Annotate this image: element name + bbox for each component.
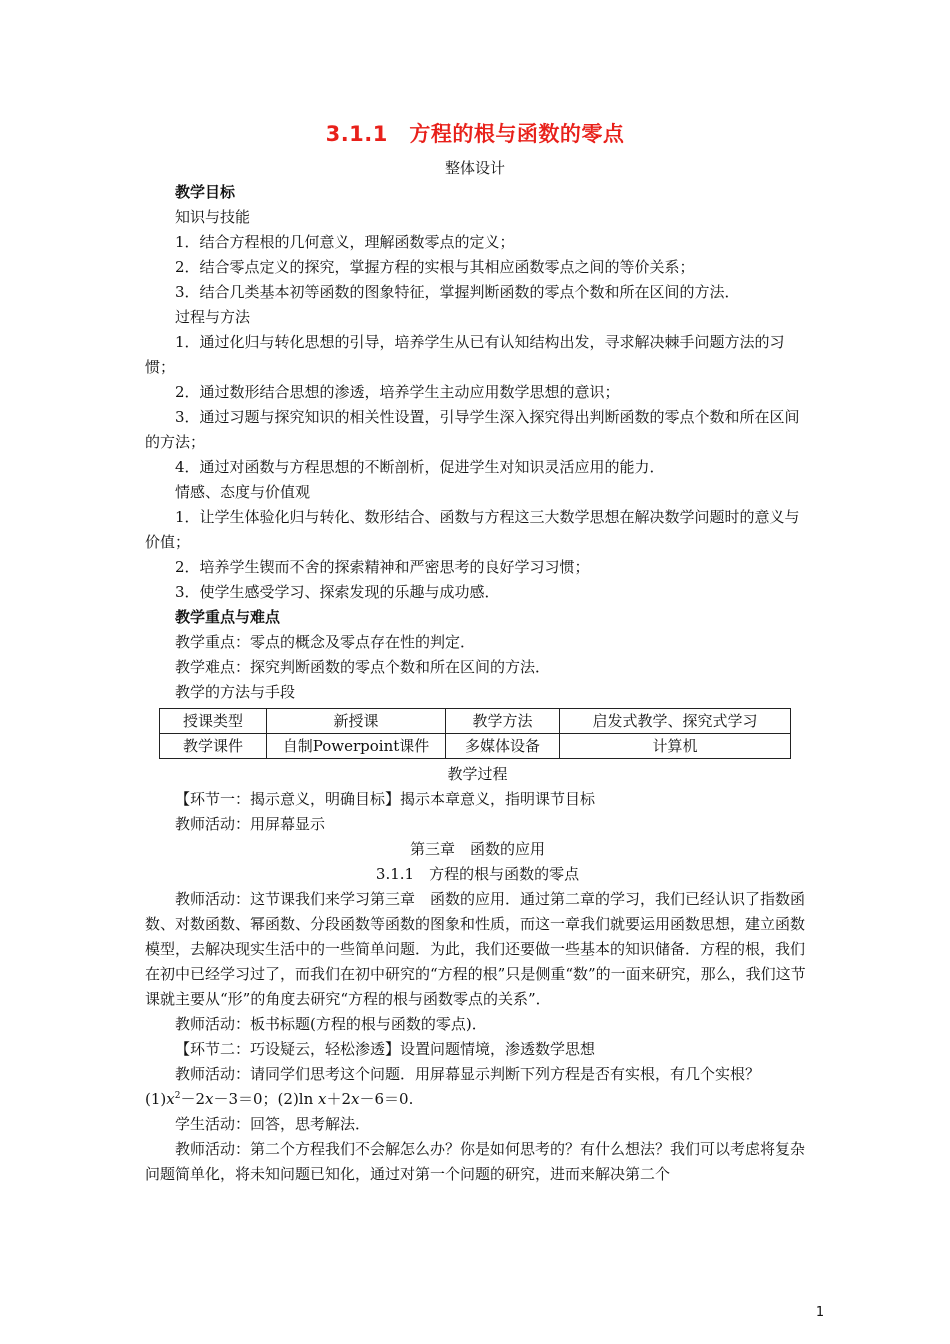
equation-text: (1) xyxy=(145,1090,167,1108)
knowledge-item: 2．结合零点定义的探究，掌握方程的实根与其相应函数零点之间的等价关系； xyxy=(175,258,695,276)
page-number: 1 xyxy=(815,1305,825,1320)
knowledge-heading: 知识与技能 xyxy=(175,208,251,226)
knowledge-item: 1．结合方程根的几何意义，理解函数零点的定义； xyxy=(175,233,515,251)
table-cell: 自制Powerpoint课件 xyxy=(267,734,446,759)
student-activity: 学生活动：回答，思考解法． xyxy=(175,1115,371,1133)
table-cell: 启发式教学、探究式学习 xyxy=(560,709,791,734)
attitude-item: 1．让学生体验化归与转化、数形结合、函数与方程这三大数学思想在解决数学问题时的意义与价值； xyxy=(145,508,800,551)
methods-table xyxy=(159,708,791,759)
equation-text: －3＝0；(2)ln xyxy=(213,1090,319,1108)
process-section-heading: 教学过程 xyxy=(447,765,508,783)
process-heading: 过程与方法 xyxy=(175,308,251,326)
equation-text: －6＝0. xyxy=(359,1090,414,1108)
table-row xyxy=(160,734,791,759)
teacher-activity: 教师活动：这节课我们来学习第三章 函数的应用．通过第二章的学习，我们已经认识了指数函数、对数函数、幂函数、分段函数等函数的图象和性质，而这一章我们就要运用函数思想，建立函数模型，去解决现实生活中的一些简单问题．为此，我们还要做一些基本的知识储备．方程的根，我们在初中已经学习过了，而我们在初中研究的“方程的根”只是侧重“数”的一面来研究，那么，我们这节课就主要从“形”的角度去研究“方程的根与函数零点的关系”． xyxy=(145,890,806,1008)
table-cell: 新授课 xyxy=(267,709,446,734)
objectives-heading: 教学目标 xyxy=(175,183,236,201)
table-cell: 多媒体设备 xyxy=(446,734,560,759)
process-item: 4．通过对函数与方程思想的不断剖析，促进学生对知识灵活应用的能力． xyxy=(175,458,665,476)
equation-var: x xyxy=(205,1090,214,1108)
equation-text: －2 xyxy=(180,1090,205,1108)
knowledge-item: 3．结合几类基本初等函数的图象特征，掌握判断函数的零点个数和所在区间的方法． xyxy=(175,283,740,301)
attitude-item: 2．培养学生锲而不舍的探索精神和严密思考的良好学习习惯； xyxy=(175,558,590,576)
keypoints-heading: 教学重点与难点 xyxy=(175,608,281,626)
equation-var: x xyxy=(351,1090,360,1108)
process-item: 3．通过习题与探究知识的相关性设置，引导学生深入探究得出判断函数的零点个数和所在区间的方法； xyxy=(145,408,800,451)
page-subtitle: 整体设计 xyxy=(444,159,505,177)
page-title: 3.1.1 方程的根与函数的零点 xyxy=(325,122,625,146)
attitude-item: 3．使学生感受学习、探索发现的乐趣与成功感． xyxy=(175,583,500,601)
table-cell: 授课类型 xyxy=(160,709,267,734)
methods-heading: 教学的方法与手段 xyxy=(175,683,296,701)
table-cell: 教学方法 xyxy=(446,709,560,734)
teacher-activity: 教师活动：第二个方程我们不会解怎么办？你是如何思考的？有什么想法？我们可以考虑将复杂问题简单化，将未知问题已知化，通过对第一个问题的研究，进而来解决第二个 xyxy=(145,1140,806,1183)
teacher-activity: 教师活动：请同学们思考这个问题．用屏幕显示判断下列方程是否有实根，有几个实根？ xyxy=(175,1065,761,1083)
keypoint-text: 教学重点：零点的概念及零点存在性的判定． xyxy=(175,633,476,651)
equation-text: ＋2 xyxy=(326,1090,352,1108)
step-two: 【环节二：巧设疑云，轻松渗透】设置问题情境，渗透数学思想 xyxy=(175,1040,596,1058)
equation-exponent: 2 xyxy=(174,1091,181,1101)
table-cell: 计算机 xyxy=(560,734,791,759)
document-body xyxy=(145,180,810,1187)
screen-chapter-line: 第三章 函数的应用 xyxy=(409,840,545,858)
table-row xyxy=(160,709,791,734)
attitude-heading: 情感、态度与价值观 xyxy=(175,483,311,501)
screen-section-line: 3.1.1 方程的根与函数的零点 xyxy=(375,865,580,883)
teacher-activity: 教师活动：板书标题(方程的根与函数的零点)． xyxy=(175,1015,487,1033)
teacher-activity: 教师活动：用屏幕显示 xyxy=(175,815,326,833)
step-one: 【环节一：揭示意义，明确目标】揭示本章意义，指明课节目标 xyxy=(175,790,596,808)
equation-var: x xyxy=(166,1090,175,1108)
difficulty-text: 教学难点：探究判断函数的零点个数和所在区间的方法． xyxy=(175,658,551,676)
process-item: 1．通过化归与转化思想的引导，培养学生从已有认知结构出发，寻求解决棘手问题方法的习惯； xyxy=(145,333,785,376)
equations-line xyxy=(145,1087,810,1112)
process-item: 2．通过数形结合思想的渗透，培养学生主动应用数学思想的意识； xyxy=(175,383,620,401)
equation-var: x xyxy=(318,1090,327,1108)
table-cell: 教学课件 xyxy=(160,734,267,759)
